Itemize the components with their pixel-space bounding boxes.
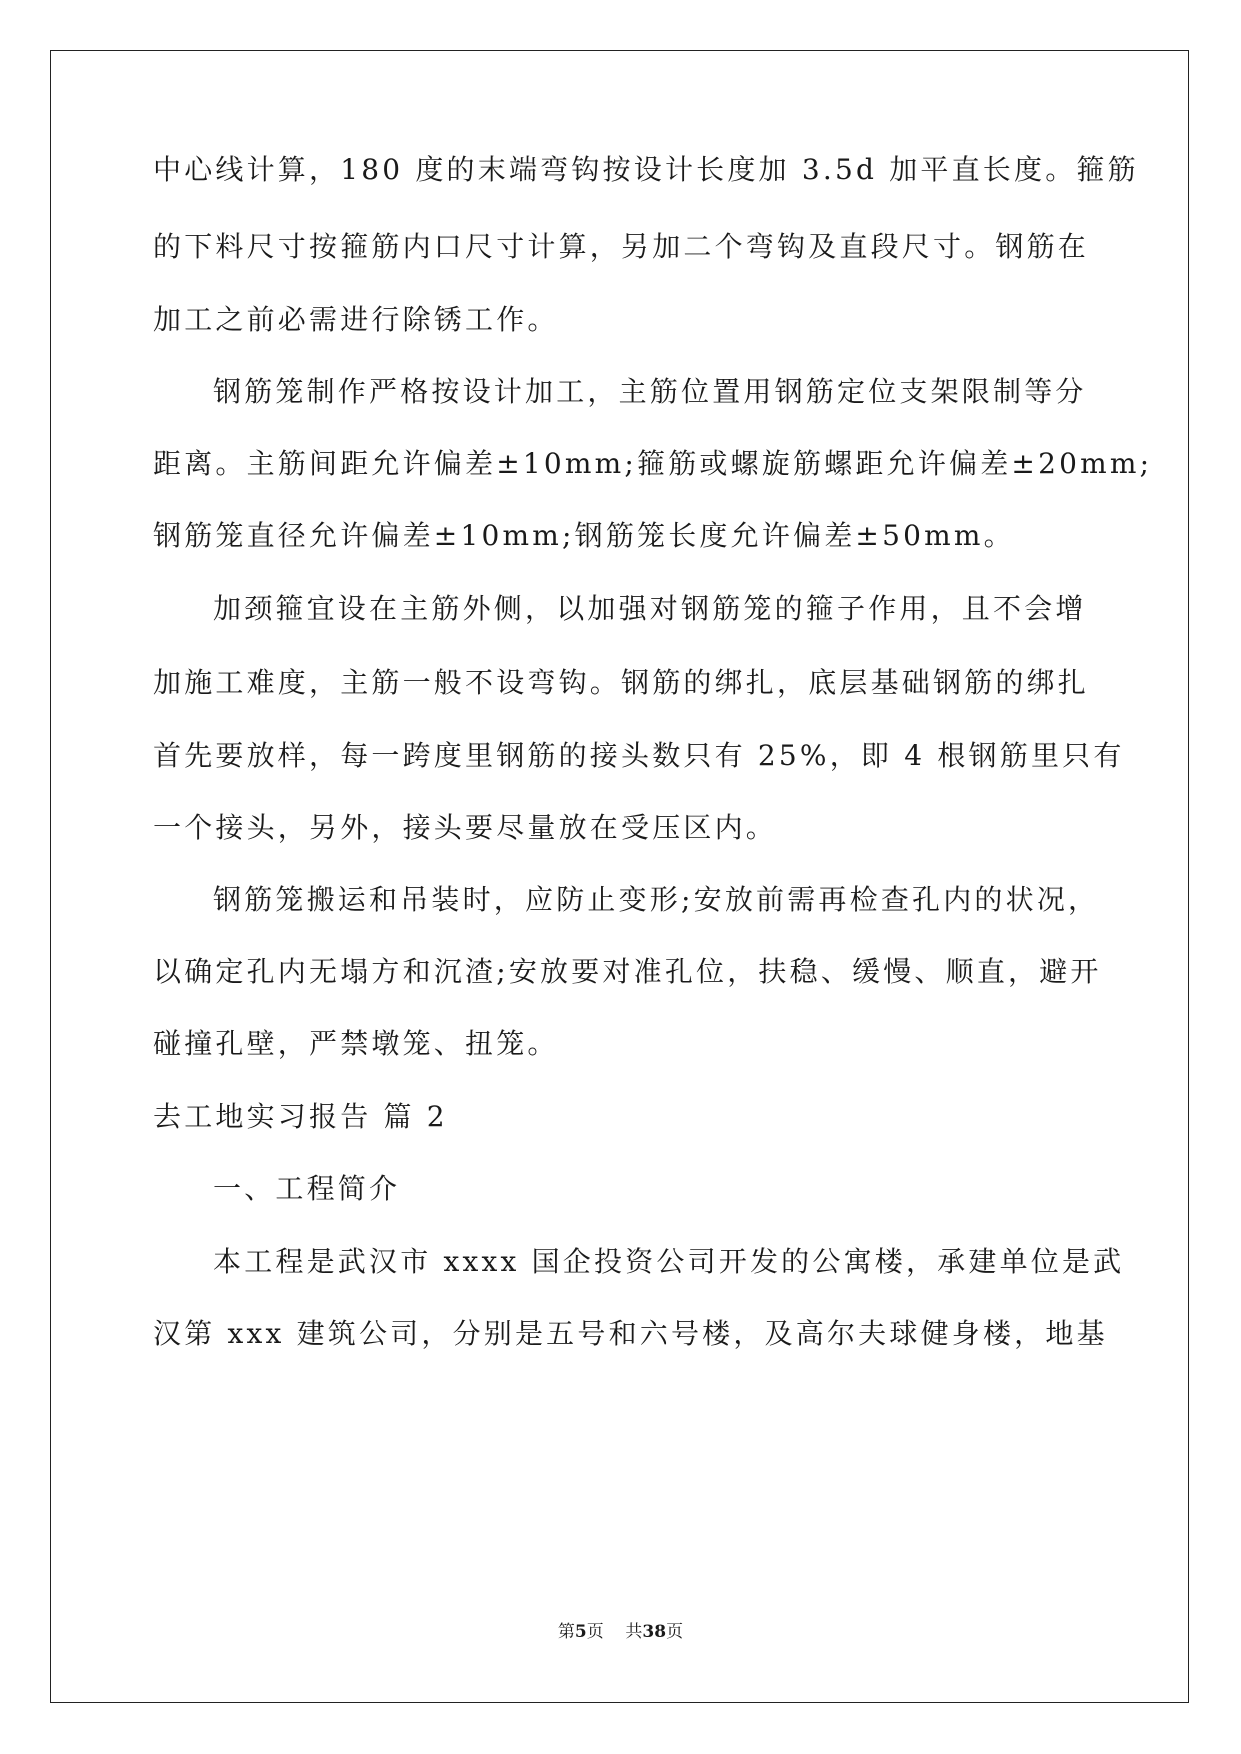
footer-prefix: 第 <box>557 1622 575 1642</box>
page-footer <box>0 1620 1241 1644</box>
footer-page-unit: 页 <box>586 1622 604 1642</box>
body-text-line: 中心线计算，180 度的末端弯钩按设计长度加 3.5d 加平直长度。箍筋 <box>153 153 1139 186</box>
paragraph-first-line: 钢筋笼制作严格按设计加工，主筋位置用钢筋定位支架限制等分 <box>213 375 1087 408</box>
paragraph-first-line: 钢筋笼搬运和吊装时，应防止变形;安放前需再检查孔内的状况， <box>213 883 1100 916</box>
body-text-line: 距离。主筋间距允许偏差±10mm;箍筋或螺旋筋螺距允许偏差±20mm; <box>153 447 1153 480</box>
section-heading: 去工地实习报告 篇 2 <box>153 1100 448 1133</box>
body-text-line: 以确定孔内无塌方和沉渣;安放要对准孔位，扶稳、缓慢、顺直，避开 <box>153 955 1102 988</box>
body-text-line: 钢筋笼直径允许偏差±10mm;钢筋笼长度允许偏差±50mm。 <box>153 519 1015 552</box>
page-frame <box>50 50 1189 1703</box>
footer-total-unit: 页 <box>666 1622 684 1642</box>
paragraph-first-line: 本工程是武汉市 xxxx 国企投资公司开发的公寓楼，承建单位是武 <box>213 1245 1125 1278</box>
body-text-line: 加施工难度，主筋一般不设弯钩。钢筋的绑扎，底层基础钢筋的绑扎 <box>153 666 1090 699</box>
body-text-line: 加工之前必需进行除锈工作。 <box>153 303 559 336</box>
body-text-line: 的下料尺寸按箍筋内口尺寸计算，另加二个弯钩及直段尺寸。钢筋在 <box>153 230 1090 263</box>
footer-total-pages: 38 <box>642 1622 667 1642</box>
footer-page-number: 5 <box>574 1622 587 1642</box>
body-text-line: 汉第 xxx 建筑公司，分别是五号和六号楼，及高尔夫球健身楼，地基 <box>153 1317 1108 1350</box>
subsection-heading: 一、工程简介 <box>213 1172 401 1205</box>
body-text-line: 碰撞孔壁，严禁墩笼、扭笼。 <box>153 1027 559 1060</box>
body-text-line: 一个接头，另外，接头要尽量放在受压区内。 <box>153 811 778 844</box>
body-text-line: 首先要放样，每一跨度里钢筋的接头数只有 25%，即 4 根钢筋里只有 <box>153 739 1125 772</box>
footer-total-prefix: 共 <box>625 1622 643 1642</box>
paragraph-first-line: 加颈箍宜设在主筋外侧，以加强对钢筋笼的箍子作用，且不会增 <box>213 592 1087 625</box>
